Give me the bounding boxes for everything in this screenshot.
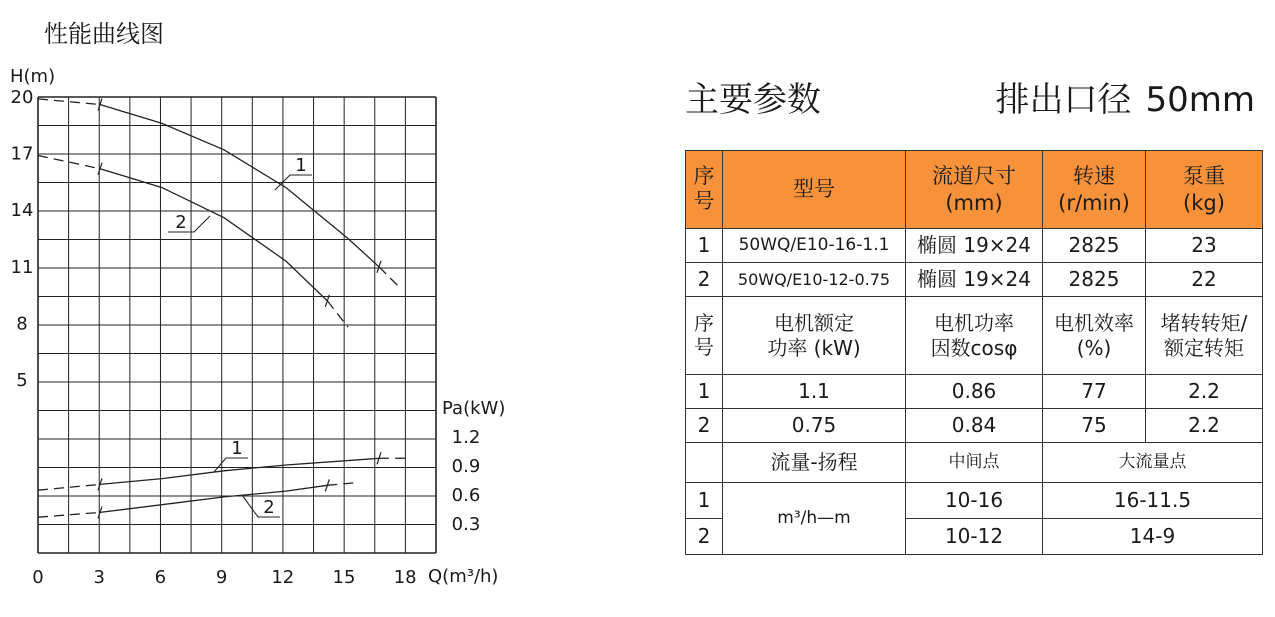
- power-tick-label: 0.9: [451, 456, 481, 477]
- table-row: [686, 263, 1263, 297]
- params-title: 主要参数: [685, 80, 821, 120]
- table-cell: 0.84: [906, 409, 1043, 443]
- table-cell: 14-9: [1043, 519, 1263, 555]
- params-table: [685, 150, 1263, 555]
- x-tick-label: 12: [271, 567, 295, 588]
- head-series-2-label: 2: [175, 212, 187, 233]
- header-cell: 型号: [723, 151, 906, 229]
- power-series-2: [100, 485, 327, 512]
- table-header-row: [686, 151, 1263, 229]
- x-tick-label: 15: [332, 567, 356, 588]
- head-range-mark: [377, 261, 381, 273]
- table-cell: 0.86: [906, 375, 1043, 409]
- head-tick-label: 5: [16, 370, 28, 391]
- x-tick-label: 18: [393, 567, 417, 588]
- head-tick-label: 17: [10, 143, 34, 165]
- table-row: [686, 229, 1263, 263]
- table-cell: 75: [1043, 409, 1146, 443]
- table-cell: 22: [1146, 263, 1263, 297]
- table-cell: 2: [686, 519, 723, 555]
- chart-curves: [38, 99, 410, 519]
- power-tick-label: 0.6: [451, 485, 481, 506]
- header-cell: 流道尺寸 (mm): [906, 151, 1043, 229]
- header-cell: 电机额定 功率 (kW): [723, 297, 906, 375]
- head-series-1-label: 1: [295, 155, 307, 176]
- table-cell: 1.1: [723, 375, 906, 409]
- table-cell: 2825: [1043, 263, 1146, 297]
- header-cell: 中间点: [906, 443, 1043, 483]
- power-tick-label: 0.3: [451, 514, 481, 535]
- table-cell: 2.2: [1146, 375, 1263, 409]
- x-tick-label: 9: [215, 567, 228, 588]
- header-cell: 序号: [686, 151, 723, 229]
- table-row: [686, 409, 1263, 443]
- head-tick-label: 8: [16, 313, 28, 335]
- outlet-label: 排出口径: [995, 80, 1132, 120]
- chart-title: 性能曲线图: [44, 20, 164, 48]
- table-cell: 77: [1043, 375, 1146, 409]
- header-cell: 电机效率 (%): [1043, 297, 1146, 375]
- head-tick-label: 14: [10, 200, 34, 222]
- table-row: [686, 483, 1263, 519]
- table-row: [686, 375, 1263, 409]
- table-cell: [686, 443, 723, 483]
- unit-cell: m³/h—m: [723, 483, 906, 555]
- power-series-2-label: 2: [263, 497, 275, 518]
- x-tick-label: 3: [93, 567, 105, 588]
- head-axis-label: H(m): [10, 66, 56, 87]
- head-series-1: [100, 105, 379, 267]
- header-cell: 泵重 (kg): [1146, 151, 1263, 229]
- table-cell: 1: [686, 483, 723, 519]
- x-tick-label: 6: [154, 567, 167, 588]
- table-cell: 2: [686, 409, 723, 443]
- table-cell: 10-12: [906, 519, 1043, 555]
- header-cell: 序号: [686, 297, 723, 375]
- head-series-2: [100, 169, 327, 301]
- table-cell: 椭圆 19×24: [906, 263, 1043, 297]
- header-cell: 流量-扬程: [723, 443, 906, 483]
- table-cell: 2825: [1043, 229, 1146, 263]
- table-cell: 50WQ/E10-12-0.75: [723, 263, 906, 297]
- table-cell: 0.75: [723, 409, 906, 443]
- x-tick-label: 0: [32, 567, 44, 588]
- head-tick-label: 11: [10, 256, 34, 278]
- header-cell: 转速 (r/min): [1043, 151, 1146, 229]
- table-cell: 16-11.5: [1043, 483, 1263, 519]
- table-cell: 23: [1146, 229, 1263, 263]
- chart-grid: [38, 97, 436, 553]
- head-series-2-extrapolated-end: [327, 301, 348, 327]
- table-cell: 1: [686, 229, 723, 263]
- header-cell: 电机功率 因数cosφ: [906, 297, 1043, 375]
- power-tick-label: 1.2: [451, 427, 481, 448]
- table-cell: 50WQ/E10-16-1.1: [723, 229, 906, 263]
- table-header-row: [686, 297, 1263, 375]
- outlet-value: 50mm: [1145, 80, 1255, 120]
- power-axis-label: Pa(kW): [442, 398, 506, 419]
- power-series-2-extrapolated-end: [327, 482, 358, 485]
- outlet-diameter: [981, 72, 1255, 121]
- header-cell: 堵转转矩/ 额定转矩: [1146, 297, 1263, 375]
- table-cell: 2: [686, 263, 723, 297]
- table-header-row: [686, 443, 1263, 483]
- power-series-1-label: 1: [231, 438, 243, 459]
- table-cell: 2.2: [1146, 409, 1263, 443]
- table-cell: 10-16: [906, 483, 1043, 519]
- table-cell: 椭圆 19×24: [906, 229, 1043, 263]
- header-cell: 大流量点: [1043, 443, 1263, 483]
- head-series-1-extrapolated-end: [379, 267, 400, 288]
- table-cell: 1: [686, 375, 723, 409]
- head-tick-label: 20: [10, 87, 34, 108]
- power-series-1: [100, 458, 379, 484]
- x-axis-label: Q(m³/h): [428, 566, 499, 587]
